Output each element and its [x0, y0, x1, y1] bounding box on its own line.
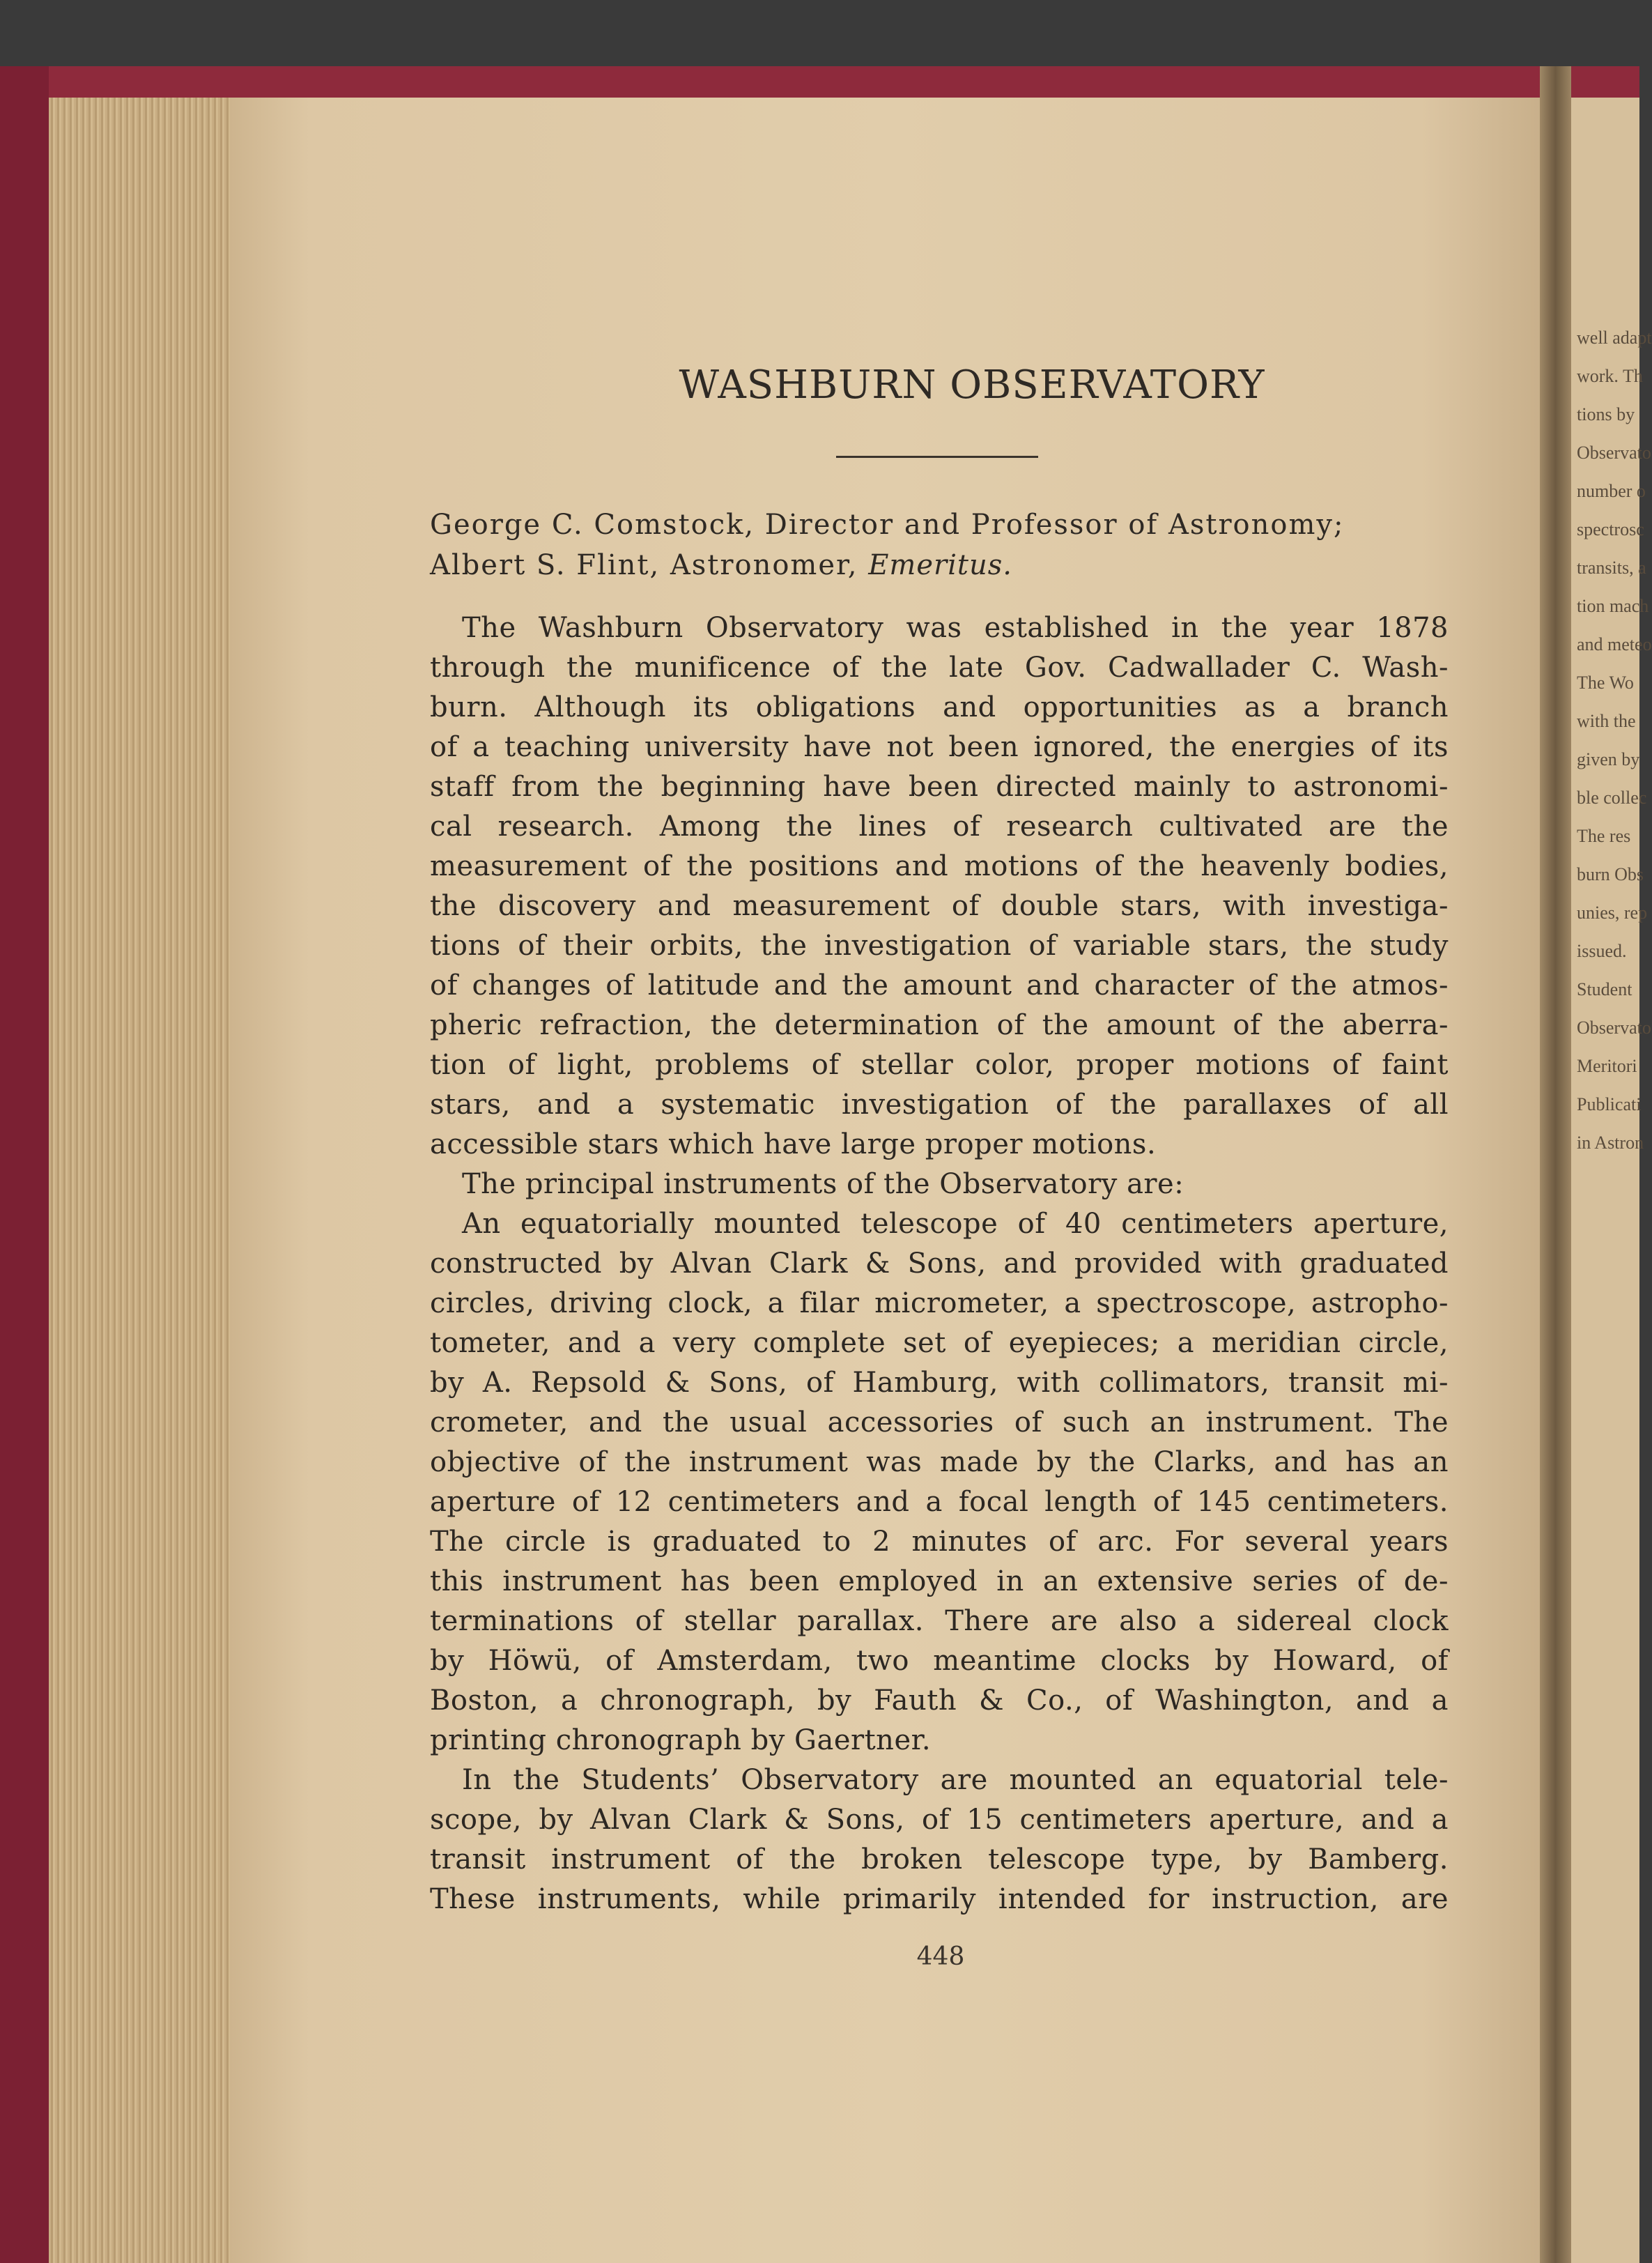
facing-page-fragment: number o: [1577, 481, 1646, 501]
facing-page-fragment: Student: [1577, 979, 1632, 999]
body-line: tion of light, problems of stellar color, proper motions of faint: [430, 1049, 1449, 1081]
body-line: In the Students’ Observatory are mounted an equatorial tele-: [462, 1764, 1449, 1796]
body-line: The principal instruments of the Observatory are:: [462, 1168, 1184, 1200]
page-title: WASHBURN OBSERVATORY: [679, 362, 1265, 408]
body-line: constructed by Alvan Clark & Sons, and provided with graduated: [430, 1248, 1449, 1280]
body-line: of a teaching university have not been ignored, the energies of its: [430, 731, 1449, 763]
body-line: the discovery and measurement of double stars, with investiga-: [430, 890, 1449, 922]
facing-page-fragment: work. Th: [1577, 366, 1643, 386]
title-rule: [836, 456, 1038, 458]
body-line: tometer, and a very complete set of eyepieces; a meridian circle,: [430, 1327, 1449, 1359]
facing-page-fragment: Publicati: [1577, 1094, 1642, 1114]
body-line: crometer, and the usual accessories of such an instrument. The: [430, 1406, 1449, 1439]
facing-page-fragment: given by: [1577, 749, 1640, 769]
staff-name: Albert S. Flint, Astronomer,: [430, 549, 858, 581]
facing-page-fragment: tions by: [1577, 404, 1635, 424]
facing-page-fragment: spectrosc: [1577, 519, 1644, 539]
body-line: stars, and a systematic investigation of the parallaxes of all: [430, 1089, 1449, 1121]
body-line: by Höwü, of Amsterdam, two meantime clocks by Howard, of: [430, 1645, 1449, 1677]
body-line: by A. Repsold & Sons, of Hamburg, with collimators, transit mi-: [430, 1367, 1449, 1399]
facing-page-fragment: and meteo: [1577, 634, 1652, 654]
facing-page-fragment: transits, a: [1577, 558, 1646, 578]
facing-page-fragment: with the: [1577, 711, 1636, 731]
body-line: pheric refraction, the determination of the amount of the aberra-: [430, 1009, 1449, 1041]
facing-page: [1571, 98, 1652, 2263]
body-line: accessible stars which have large proper motions.: [430, 1128, 1157, 1160]
facing-page-fragment: burn Obs: [1577, 864, 1644, 884]
staff-title-emphasis: Emeritus.: [868, 549, 1012, 581]
body-line: of changes of latitude and the amount and character of the atmos-: [430, 969, 1449, 1002]
facing-page-fragment: The res: [1577, 826, 1631, 846]
book-gutter: [1540, 66, 1571, 2263]
body-line: aperture of 12 centimeters and a focal length of 145 centimeters.: [430, 1486, 1449, 1518]
facing-page-fragment: Meritori: [1577, 1056, 1637, 1076]
facing-page-fragment: issued.: [1577, 941, 1627, 961]
facing-page-fragment: in Astron: [1577, 1133, 1644, 1153]
facing-page-fragment: well adapt: [1577, 328, 1652, 348]
body-line: The Washburn Observatory was established in the year 1878: [462, 612, 1449, 644]
facing-page-fragment: Observato: [1577, 1018, 1651, 1038]
body-line: tions of their orbits, the investigation of variable stars, the study: [430, 930, 1449, 962]
staff-line: [430, 549, 1447, 581]
facing-page-fragment: ble collec: [1577, 788, 1647, 808]
body-line: cal research. Among the lines of research cultivated are the: [430, 811, 1449, 843]
body-line: this instrument has been employed in an extensive series of de-: [430, 1565, 1449, 1597]
body-line: measurement of the positions and motions of the heavenly bodies,: [430, 850, 1449, 882]
facing-page-fragment: The Wo: [1577, 673, 1634, 693]
staff-line: George C. Comstock, Director and Professor of Astronomy;: [430, 509, 1345, 541]
body-line: burn. Although its obligations and opportunities as a branch: [430, 691, 1449, 723]
page-edges: [49, 98, 258, 2263]
facing-page-fragment: Observato: [1577, 443, 1651, 463]
body-line: An equatorially mounted telescope of 40 centimeters aperture,: [462, 1208, 1449, 1240]
facing-page-fragment: tion mach: [1577, 596, 1649, 616]
body-line: objective of the instrument was made by the Clarks, and has an: [430, 1446, 1449, 1478]
body-line: terminations of stellar parallax. There are also a sidereal clock: [430, 1605, 1449, 1637]
book-spine: [0, 66, 49, 2263]
body-line: The circle is graduated to 2 minutes of arc. For several years: [430, 1526, 1449, 1558]
body-line: transit instrument of the broken telescope type, by Bamberg.: [430, 1843, 1449, 1875]
body-line: printing chronograph by Gaertner.: [430, 1724, 932, 1756]
facing-page-fragment: unies, rep: [1577, 903, 1648, 923]
body-line: through the munificence of the late Gov. Cadwallader C. Wash-: [430, 652, 1449, 684]
page-number: 448: [916, 1942, 965, 1971]
body-line: staff from the beginning have been directed mainly to astronomi-: [430, 771, 1449, 803]
body-line: Boston, a chronograph, by Fauth & Co., of Washington, and a: [430, 1685, 1449, 1717]
body-line: These instruments, while primarily intended for instruction, are: [430, 1883, 1449, 1915]
body-line: scope, by Alvan Clark & Sons, of 15 centimeters aperture, and a: [430, 1804, 1449, 1836]
body-line: circles, driving clock, a filar micrometer, a spectroscope, astropho-: [430, 1287, 1449, 1319]
